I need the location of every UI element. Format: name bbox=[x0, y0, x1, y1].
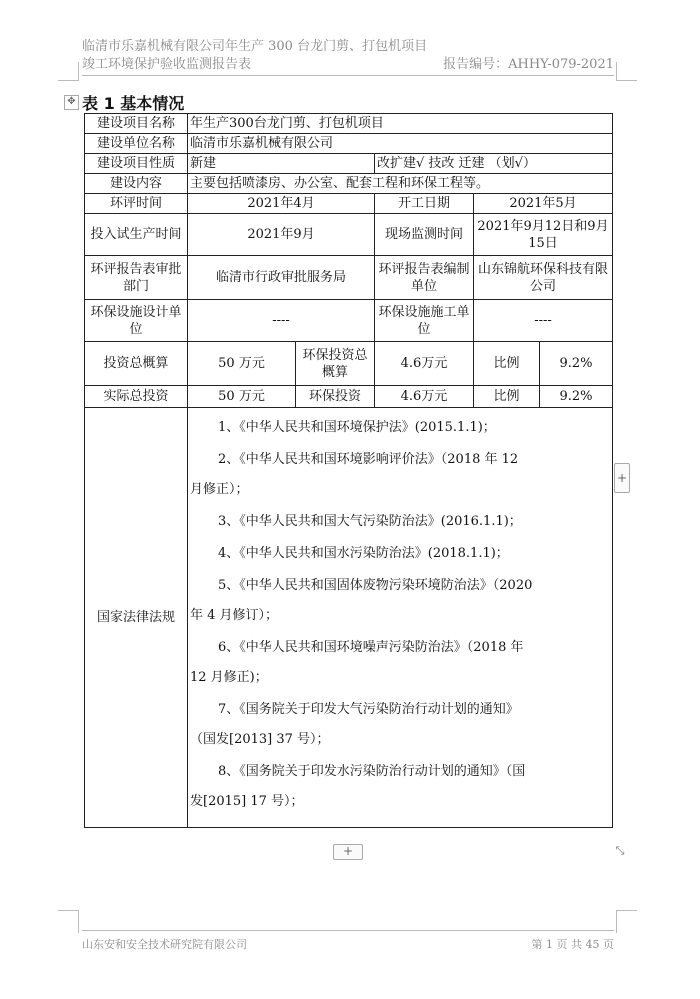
page-corner-mark-bottom-left bbox=[58, 910, 79, 933]
actual-investment-label: 实际总投资 bbox=[85, 386, 188, 408]
project-name-label: 建设项目名称 bbox=[85, 114, 188, 134]
table-move-handle-icon[interactable]: ✥ bbox=[64, 95, 79, 110]
content-label: 建设内容 bbox=[85, 174, 188, 194]
table-row bbox=[85, 114, 613, 134]
monitor-time-value: 2021年9月12日和9月15日 bbox=[474, 214, 613, 256]
table-row bbox=[85, 342, 613, 386]
national-laws-label: 国家法律法规 bbox=[85, 408, 188, 828]
footer-page-number: 第 1 页 共 45 页 bbox=[531, 938, 614, 951]
header-rule bbox=[82, 75, 614, 76]
list-item: 6、《中华人民共和国环境噪声污染防治法》（2018 年 12 月修正)； bbox=[190, 640, 524, 685]
table-row bbox=[85, 174, 613, 194]
construct-unit-label: 环保设施施工单位 bbox=[375, 300, 474, 342]
page-corner-mark-bottom-right bbox=[616, 910, 637, 933]
national-laws-list bbox=[188, 408, 613, 828]
prep-unit-value: 山东锦航环保科技有限公司 bbox=[474, 256, 613, 300]
approval-dept-value: 临清市行政审批服务局 bbox=[188, 256, 375, 300]
construct-unit-value: ---- bbox=[474, 300, 613, 342]
table-row bbox=[85, 134, 613, 154]
design-unit-label: 环保设施设计单位 bbox=[85, 300, 188, 342]
approval-dept-label: 环评报告表审批部门 bbox=[85, 256, 188, 300]
prep-unit-label: 环评报告表编制单位 bbox=[375, 256, 474, 300]
ratio-value: 9.2% bbox=[540, 342, 613, 386]
unit-name-label: 建设单位名称 bbox=[85, 134, 188, 154]
table-resize-icon[interactable]: ⤡ bbox=[615, 844, 625, 857]
content-value: 主要包括喷漆房、办公室、配套工程和环保工程等。 bbox=[188, 174, 613, 194]
env-investment-estimate-value: 4.6万元 bbox=[375, 342, 474, 386]
footer-organization: 山东安和安全技术研究院有限公司 bbox=[82, 938, 247, 951]
eia-time-value: 2021年4月 bbox=[188, 194, 375, 214]
start-date-value: 2021年5月 bbox=[474, 194, 613, 214]
unit-name-value: 临清市乐嘉机械有限公司 bbox=[188, 134, 613, 154]
table-row bbox=[85, 386, 613, 408]
page-corner-mark-top-left bbox=[58, 62, 79, 81]
investment-estimate-label: 投资总概算 bbox=[85, 342, 188, 386]
ratio2-value: 9.2% bbox=[540, 386, 613, 408]
header-report-type: 竣工环境保护验收监测报告表 bbox=[82, 57, 252, 72]
monitor-time-label: 现场监测时间 bbox=[375, 214, 474, 256]
trial-production-value: 2021年9月 bbox=[188, 214, 375, 256]
env-investment-value: 4.6万元 bbox=[375, 386, 474, 408]
list-item: 2、《中华人民共和国环境影响评价法》（2018 年 12 月修正）； bbox=[190, 452, 519, 497]
table-row bbox=[85, 256, 613, 300]
add-column-plus-icon[interactable]: + bbox=[614, 463, 630, 493]
table-row bbox=[85, 214, 613, 256]
page-footer bbox=[82, 930, 614, 952]
ratio2-label: 比例 bbox=[474, 386, 540, 408]
trial-production-label: 投入试生产时间 bbox=[85, 214, 188, 256]
ratio-label: 比例 bbox=[474, 342, 540, 386]
page-corner-mark-top-right bbox=[616, 62, 637, 81]
table-row bbox=[85, 154, 613, 174]
table-row bbox=[85, 300, 613, 342]
env-investment-label: 环保投资 bbox=[296, 386, 375, 408]
project-name-value: 年生产300台龙门剪、打包机项目 bbox=[188, 114, 613, 134]
page-header bbox=[82, 38, 614, 76]
actual-investment-value: 50 万元 bbox=[188, 386, 296, 408]
eia-time-label: 环评时间 bbox=[85, 194, 188, 214]
table-row bbox=[85, 408, 613, 828]
table-row bbox=[85, 194, 613, 214]
list-item: 3、《中华人民共和国大气污染防治法》(2016.1.1)； bbox=[218, 514, 522, 529]
design-unit-value: ---- bbox=[188, 300, 375, 342]
list-item: 7、《国务院关于印发大气污染防治行动计划的通知》 （国发[2013] 37 号）； bbox=[190, 702, 519, 747]
table-title: 表 1 基本情况 bbox=[82, 94, 185, 113]
list-item: 1、《中华人民共和国环境保护法》(2015.1.1)； bbox=[218, 420, 496, 435]
header-project-title: 临清市乐嘉机械有限公司年生产 300 台龙门剪、打包机项目 bbox=[82, 39, 428, 54]
start-date-label: 开工日期 bbox=[375, 194, 474, 214]
env-investment-estimate-label: 环保投资总概算 bbox=[296, 342, 375, 386]
list-item: 5、《中华人民共和国固体废物污染环境防治法》（2020 年 4 月修订）； bbox=[190, 578, 533, 623]
project-nature-options: 改扩建√ 技改 迁建 （划√） bbox=[375, 154, 613, 174]
add-row-plus-icon[interactable]: + bbox=[333, 844, 363, 860]
investment-estimate-value: 50 万元 bbox=[188, 342, 296, 386]
list-item: 8、《国务院关于印发水污染防治行动计划的通知》（国 发[2015] 17 号）； bbox=[190, 764, 526, 809]
project-nature-label: 建设项目性质 bbox=[85, 154, 188, 174]
basic-info-table bbox=[84, 113, 613, 828]
list-item: 4、《中华人民共和国水污染防治法》(2018.1.1)； bbox=[218, 546, 509, 561]
project-nature-new: 新建 bbox=[188, 154, 375, 174]
header-report-number: 报告编号：AHHY-079-2021 bbox=[443, 57, 614, 72]
